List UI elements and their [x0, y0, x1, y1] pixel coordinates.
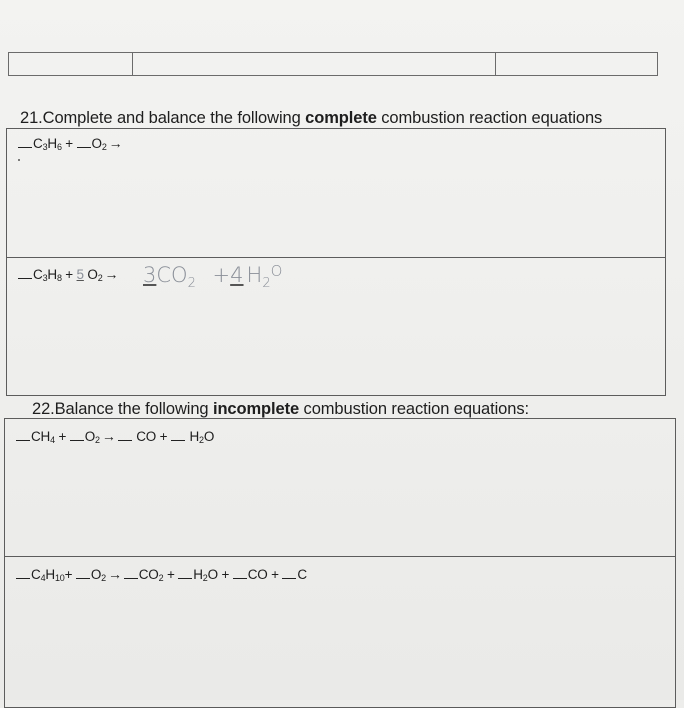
coefficient-blank[interactable]	[77, 146, 91, 148]
pen-mark	[18, 159, 20, 161]
coefficient-blank[interactable]	[233, 577, 247, 579]
coefficient-blank[interactable]	[282, 577, 296, 579]
question-number: 21.	[20, 109, 43, 127]
coefficient-blank[interactable]	[16, 577, 30, 579]
coefficient-blank[interactable]	[18, 146, 32, 148]
reaction-arrow-icon: →	[108, 135, 123, 151]
coefficient-blank[interactable]	[171, 439, 185, 441]
coefficient-blank[interactable]	[124, 577, 138, 579]
question-21-divider	[6, 257, 666, 258]
reaction-arrow-icon: →	[101, 428, 116, 444]
handwritten-coefficient: 5	[76, 267, 84, 282]
header-table-cell	[133, 53, 496, 75]
heading-bold-text: complete	[305, 109, 377, 127]
question-21-answer-box	[6, 128, 666, 396]
reaction-arrow-icon: →	[104, 266, 119, 282]
heading-text: combustion reaction equations:	[299, 400, 529, 418]
coefficient-blank[interactable]	[178, 577, 192, 579]
equation-21a: $C_3H_6 + O_2$ →	[18, 135, 124, 152]
question-21-heading	[20, 109, 602, 128]
question-22-heading	[32, 400, 529, 419]
heading-text: combustion reaction equations	[376, 109, 603, 127]
coefficient-blank[interactable]	[76, 577, 90, 579]
header-table-row	[8, 52, 658, 76]
equation-22a: $CH_4 + O_2$ → CO + $H_2O$	[16, 428, 214, 445]
reaction-arrow-icon: →	[107, 566, 122, 582]
question-22-answer-box	[4, 418, 676, 708]
coefficient-blank[interactable]	[18, 277, 32, 279]
equation-22b: $C_4H_{10}+ O_2 \to CO_2 + H_2O$ + CO + C	[16, 566, 307, 583]
handwritten-coefficient: 3	[143, 263, 157, 287]
coefficient-blank[interactable]	[16, 439, 30, 441]
header-table-cell	[9, 53, 133, 75]
heading-text: Balance the following	[54, 400, 213, 418]
heading-text: Complete and balance the following	[42, 109, 306, 127]
question-22-divider	[4, 556, 676, 557]
coefficient-blank[interactable]	[118, 439, 132, 441]
equation-21b: $C_3H_8 + 5$ $O_2$ →	[18, 266, 120, 283]
coefficient-blank[interactable]	[70, 439, 84, 441]
question-number: 22.	[32, 400, 55, 418]
handwritten-products: $3CO_2 +4$ $H_2^O$	[143, 262, 283, 292]
handwritten-coefficient: 4	[230, 263, 244, 287]
heading-bold-text: incomplete	[212, 400, 300, 418]
header-table-cell	[496, 53, 657, 75]
